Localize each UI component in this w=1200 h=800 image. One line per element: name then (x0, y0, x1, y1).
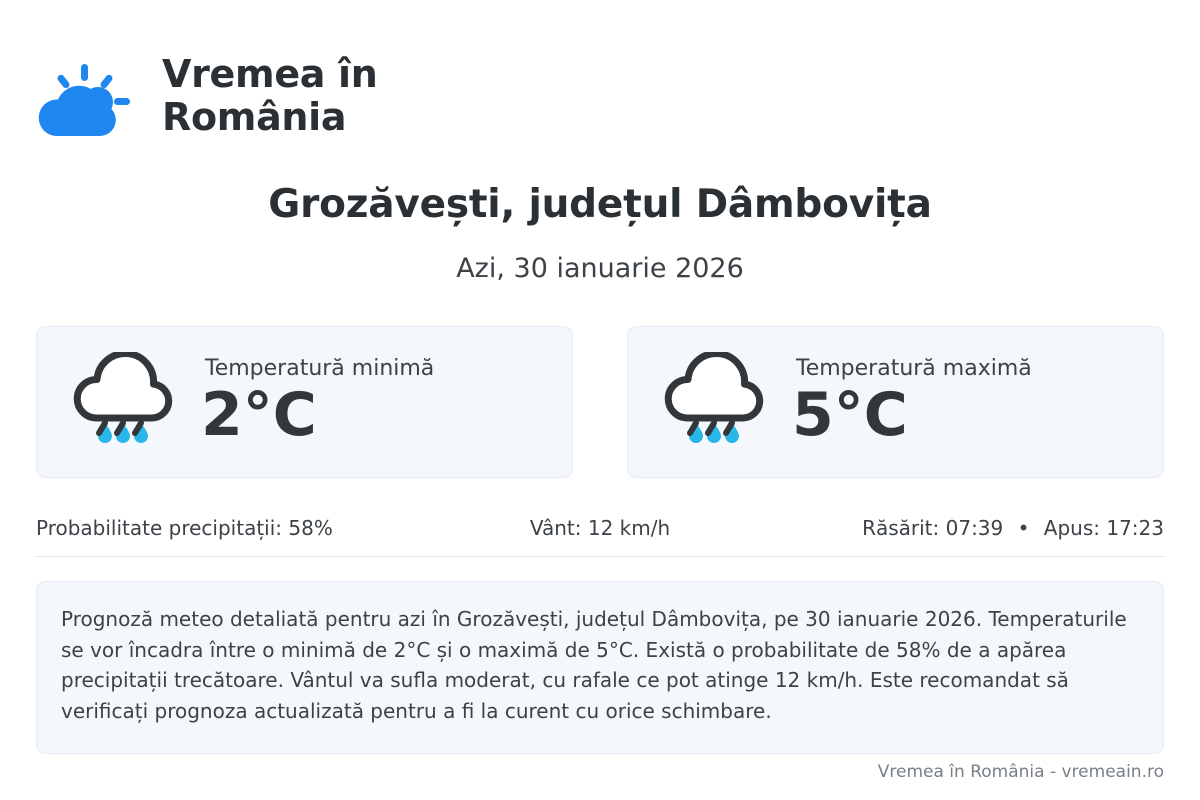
sun-times-stat (788, 516, 1164, 540)
temperature-cards (36, 326, 1164, 478)
page-title: Grozăvești, județul Dâmbovița (268, 182, 932, 227)
max-temperature-text (792, 356, 1032, 451)
rain-cloud-icon (654, 352, 774, 452)
max-temperature-value: 5°C (792, 380, 908, 451)
max-temperature-label: Temperatură maximă (796, 356, 1032, 382)
date-subtitle: Azi, 30 ianuarie 2026 (456, 253, 744, 285)
sunrise-value: Răsărit: 07:39 (862, 516, 1004, 541)
brand-name: Vremea în România (162, 52, 378, 139)
brand-header (36, 0, 1164, 140)
wind-stat: Vânt: 12 km/h (529, 516, 671, 541)
precipitation-stat: Probabilitate precipitații: 58% (36, 516, 333, 541)
rain-cloud-icon (63, 352, 183, 452)
min-temperature-value: 2°C (201, 380, 317, 451)
max-temperature-card (627, 326, 1164, 478)
sunset-value: Apus: 17:23 (1043, 516, 1164, 541)
min-temperature-card (36, 326, 573, 478)
sun-cloud-icon (36, 52, 140, 140)
min-temperature-label: Temperatură minimă (205, 356, 435, 382)
weather-stats-row (36, 516, 1164, 557)
min-temperature-text (201, 356, 435, 451)
forecast-description: Prognoză meteo detaliată pentru azi în Grozăvești, județul Dâmbovița, pe 30 ianuarie 2026. Temperaturile se vor încadra între o minimă de 2°C și o maximă de 5°C. Există o probabilitate de 58% de a apărea precipitații trecătoare. Vântul va sufla moderat, cu rafale ce pot atinge 12 km/h. Este recomandat să verificați prognoza actualizată pentru a fi la curent cu orice schimbare. (36, 581, 1164, 753)
stat-separator: • (1017, 516, 1030, 541)
footer-credit: Vremea în România - vremeain.ro (877, 762, 1164, 782)
